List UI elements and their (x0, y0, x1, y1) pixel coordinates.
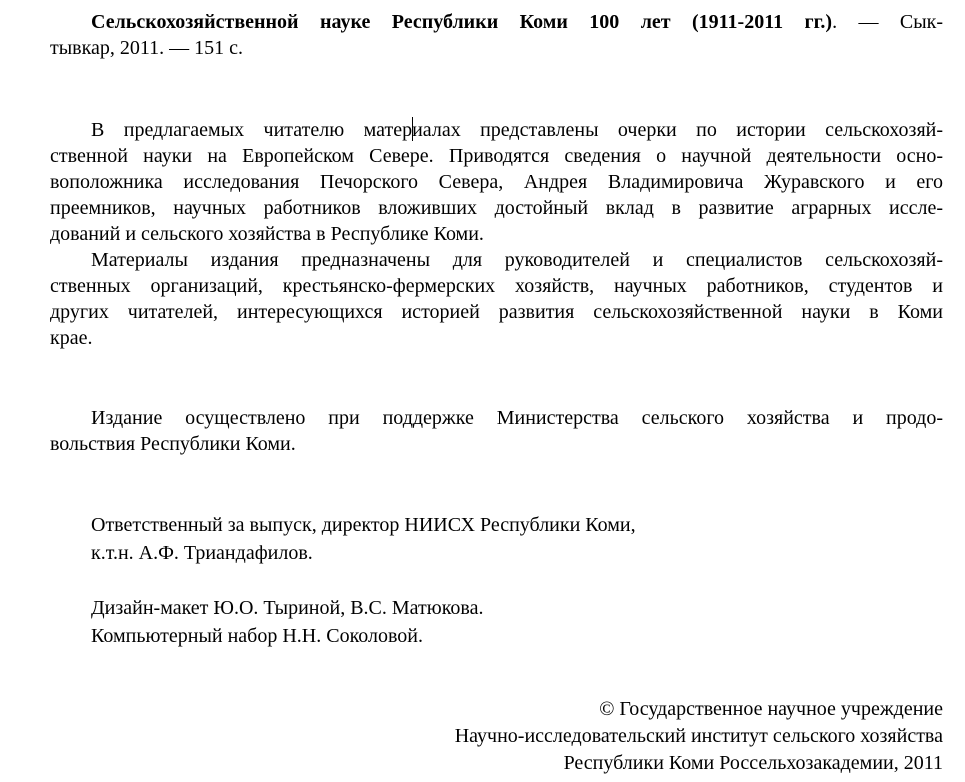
responsible-editor-line-2: к.т.н. А.Ф. Триандафилов. (91, 542, 313, 564)
annotation-p1-line-1 (50, 117, 943, 143)
annotation-p1-line-2: ственной науки на Европейском Севере. Приводятся сведения о научной деятельности осно- (50, 145, 943, 167)
annotation-p1-line-5: дований и сельского хозяйства в Республике Коми. (50, 223, 484, 245)
annotation-p2-line-1: Материалы издания предназначены для руководителей и специалистов сельскохозяй- (91, 249, 943, 271)
citation-place-start: . — Сык- (832, 11, 944, 33)
annotation-p1-line-1-part-a: В предлагаемых читателю матер (91, 119, 413, 141)
annotation-p1-line-3: воположника исследования Печорского Севера, Андрея Владимировича Журавского и его (50, 171, 943, 193)
citation-line-1 (50, 9, 943, 35)
copyright-line-3: Республики Коми Россельхозакадемии, 2011 (563, 752, 943, 774)
credits (91, 511, 636, 650)
typesetting-credit: Компьютерный набор Н.Н. Соколовой. (91, 625, 423, 647)
bibliographic-citation (50, 9, 943, 61)
support-line-1: Издание осуществлено при поддержке Министерства сельского хозяйства и продо- (91, 407, 943, 429)
annotation-p1-line-1-part-b: иалах представлены очерки по истории сельскохозяй- (412, 119, 944, 141)
annotation (50, 117, 943, 351)
annotation-p1-line-4: преемников, научных работников вложивших достойный вклад в развитие аграрных иссле- (50, 197, 943, 219)
copyright-line-1: © Государственное научное учреждение (599, 698, 943, 720)
credits-spacer (91, 567, 636, 594)
support-note (50, 405, 943, 457)
annotation-p2-line-2: ственных организаций, крестьянско-фермерских хозяйств, научных работников, студентов и (50, 275, 943, 297)
responsible-editor-line-1: Ответственный за выпуск, директор НИИСХ Республики Коми, (91, 514, 636, 536)
annotation-p2-line-4: крае. (50, 327, 93, 349)
copyright-line-2: Научно-исследовательский институт сельского хозяйства (454, 725, 943, 747)
support-line-2: вольствия Республики Коми. (50, 433, 296, 455)
annotation-p2-line-3: других читателей, интересующихся историей развития сельскохозяйственной науки в Коми (50, 301, 943, 323)
design-credit: Дизайн-макет Ю.О. Тыриной, В.С. Матюкова. (91, 597, 484, 619)
book-title: Сельскохозяйственной науке Республики Коми 100 лет (1911-2011 гг.) (91, 11, 833, 33)
citation-line-2: тывкар, 2011. — 151 с. (50, 37, 244, 59)
copyright-notice (455, 696, 943, 777)
